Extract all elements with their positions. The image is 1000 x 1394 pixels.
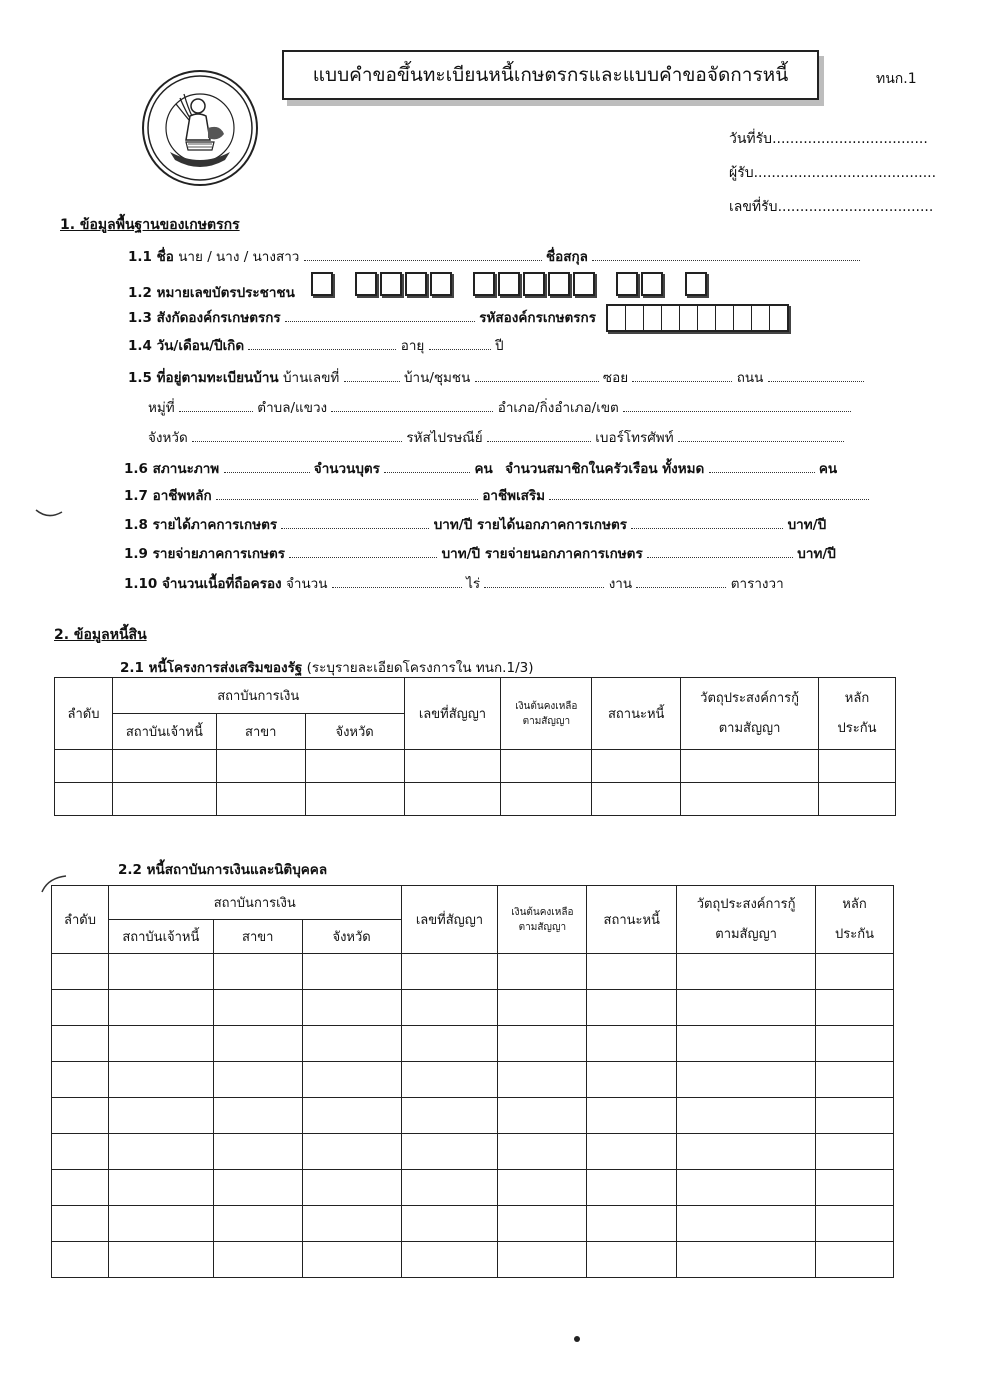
table-cell[interactable] <box>112 783 216 816</box>
field-1-1 <box>128 245 860 267</box>
table-cell[interactable] <box>498 954 587 990</box>
table-cell[interactable] <box>587 990 677 1026</box>
subsection-2-2 <box>118 858 327 880</box>
label-nonfarm-income: บาท/ปี รายได้นอกภาคการเกษตร <box>433 517 628 533</box>
label-1-1-title: นาย / นาง / นางสาว <box>178 249 300 265</box>
table-cell[interactable] <box>302 1206 401 1242</box>
label-2-2: 2.2 หนี้สถาบันการเงินและนิติบุคคล <box>118 862 328 878</box>
col-contract-no: เลขที่สัญญา <box>404 678 501 750</box>
table-row <box>52 1134 894 1170</box>
table-cell[interactable] <box>681 750 819 783</box>
table-cell[interactable] <box>213 1170 302 1206</box>
state-project-debt-table <box>54 677 896 816</box>
label-year: ปี <box>494 338 504 354</box>
table-cell[interactable] <box>816 1242 894 1278</box>
table-cell[interactable] <box>216 783 305 816</box>
col-collateral-line2: ประกัน <box>835 926 874 942</box>
nonfarm-income-input[interactable] <box>631 518 783 529</box>
field-1-8 <box>124 513 826 535</box>
table-cell[interactable] <box>819 750 896 783</box>
table-cell[interactable] <box>498 1206 587 1242</box>
field-1-3 <box>128 304 789 332</box>
label-secondary-occupation: อาชีพเสริม <box>482 488 546 504</box>
table-row <box>52 1098 894 1134</box>
table-cell[interactable] <box>816 1062 894 1098</box>
receiver-field[interactable]: ผู้รับ......................................... <box>729 165 937 181</box>
table-cell[interactable] <box>302 954 401 990</box>
soi-input[interactable] <box>632 371 732 382</box>
table-cell[interactable] <box>819 783 896 816</box>
label-district: อำเภอ/กิ่งอำเภอ/เขต <box>497 400 619 416</box>
label-nonfarm-expense: บาท/ปี รายจ่ายนอกภาคการเกษตร <box>441 546 643 562</box>
table-cell[interactable] <box>302 1062 401 1098</box>
col-creditor: สถาบันเจ้าหนี้ <box>108 920 213 954</box>
table-cell[interactable] <box>677 1026 816 1062</box>
table-cell[interactable] <box>677 1206 816 1242</box>
subdistrict-input[interactable] <box>331 401 493 412</box>
id-group-3[interactable] <box>473 272 598 296</box>
table-cell[interactable] <box>213 990 302 1026</box>
table-cell[interactable] <box>52 1062 109 1098</box>
table-row <box>55 750 896 783</box>
label-age: อายุ <box>400 338 425 354</box>
village-input[interactable] <box>475 371 599 382</box>
label-road: ถนน <box>736 370 764 386</box>
table-cell[interactable] <box>52 1242 109 1278</box>
table-cell[interactable] <box>213 1206 302 1242</box>
table-cell[interactable] <box>677 1134 816 1170</box>
label-province: จังหวัด <box>148 430 188 446</box>
table-row <box>52 1170 894 1206</box>
moo-input[interactable] <box>179 401 253 412</box>
table-row <box>52 1026 894 1062</box>
table-cell[interactable] <box>816 1206 894 1242</box>
label-ngan: งาน <box>608 576 633 592</box>
col-collateral-line1: หลัก <box>844 690 870 706</box>
label-household: จำนวนสมาชิกในครัวเรือน ทั้งหมด <box>505 461 705 477</box>
col-province: จังหวัด <box>302 920 401 954</box>
col-purpose-line2: ตามสัญญา <box>715 926 777 942</box>
col-collateral <box>816 886 894 954</box>
district-input[interactable] <box>623 401 851 412</box>
label-1-9: 1.9 รายจ่ายภาคการเกษตร <box>124 546 285 562</box>
table-cell[interactable] <box>677 1242 816 1278</box>
table-cell[interactable] <box>108 990 213 1026</box>
label-1-8: 1.8 รายได้ภาคการเกษตร <box>124 517 278 533</box>
label-1-4: 1.4 วัน/เดือน/ปีเกิด <box>128 338 245 354</box>
table-cell[interactable] <box>816 990 894 1026</box>
table-cell[interactable] <box>587 1026 677 1062</box>
field-1-5 <box>128 366 864 388</box>
marital-status-input[interactable] <box>224 462 310 473</box>
table-cell[interactable] <box>498 1170 587 1206</box>
col-debt-status: สถานะหนี้ <box>587 886 677 954</box>
scan-mark <box>570 1332 584 1346</box>
table-cell[interactable] <box>677 990 816 1026</box>
field-1-4 <box>128 334 504 356</box>
nonfarm-expense-input[interactable] <box>647 547 793 558</box>
table-cell[interactable] <box>587 1170 677 1206</box>
label-sqwa: ตารางวา <box>730 576 784 592</box>
receipt-number-field[interactable]: เลขที่รับ................................... <box>729 199 934 215</box>
label-postcode: รหัสไปรษณีย์ <box>406 430 483 446</box>
table-cell[interactable] <box>108 1026 213 1062</box>
col-principal-line1: เงินต้นคงเหลือ <box>511 906 574 918</box>
field-1-9 <box>124 542 836 564</box>
section2-heading: 2. ข้อมูลหนี้สิน <box>54 627 147 643</box>
table-cell[interactable] <box>401 1098 498 1134</box>
main-occupation-input[interactable] <box>216 489 478 500</box>
table-cell[interactable] <box>108 1206 213 1242</box>
field-1-5-row2 <box>148 396 851 418</box>
subsection-2-1 <box>120 656 533 678</box>
phone-input[interactable] <box>678 431 844 442</box>
col-purpose <box>677 886 816 954</box>
table-cell[interactable] <box>213 1242 302 1278</box>
table-cell[interactable] <box>498 1098 587 1134</box>
label-household-unit: คน <box>818 461 838 477</box>
table-cell[interactable] <box>816 1170 894 1206</box>
organization-input[interactable] <box>285 311 475 322</box>
label-subdistrict: ตำบล/แขวง <box>257 400 328 416</box>
table-cell[interactable] <box>816 954 894 990</box>
table-row <box>52 1062 894 1098</box>
col-institution: สถาบันการเงิน <box>112 678 404 714</box>
id-group-5[interactable] <box>685 272 710 296</box>
col-purpose-line1: วัตถุประสงค์การกู้ <box>696 896 796 912</box>
farm-income-input[interactable] <box>281 518 429 529</box>
label-moo: หมู่ที่ <box>148 400 175 416</box>
table-cell[interactable] <box>216 750 305 783</box>
table-cell[interactable] <box>404 783 501 816</box>
rai-input[interactable] <box>332 577 462 588</box>
age-input[interactable] <box>429 339 491 350</box>
col-province: จังหวัด <box>305 714 404 750</box>
table-cell[interactable] <box>677 954 816 990</box>
label-house-no: บ้านเลขที่ <box>282 370 340 386</box>
label-children: จำนวนบุตร <box>313 461 380 477</box>
table-row <box>52 1206 894 1242</box>
table-cell[interactable] <box>305 750 404 783</box>
label-2-1-note: (ระบุรายละเอียดโครงการใน ทนก.1/3) <box>306 660 534 676</box>
table-cell[interactable] <box>401 1062 498 1098</box>
label-2-1: 2.1 หนี้โครงการส่งเสริมของรัฐ <box>120 660 303 676</box>
form-code: ทนก.1 <box>876 71 917 87</box>
table-cell[interactable] <box>401 954 498 990</box>
table-cell[interactable] <box>302 1242 401 1278</box>
table-cell[interactable] <box>677 1170 816 1206</box>
table-cell[interactable] <box>587 1134 677 1170</box>
table-cell[interactable] <box>52 1026 109 1062</box>
label-rai: ไร่ <box>466 576 481 592</box>
table-cell[interactable] <box>108 1062 213 1098</box>
table-cell[interactable] <box>108 1170 213 1206</box>
col-institution: สถาบันการเงิน <box>108 886 401 920</box>
table-cell[interactable] <box>401 1170 498 1206</box>
scan-mark <box>34 504 64 524</box>
col-purpose-line1: วัตถุประสงค์การกู้ <box>700 690 800 706</box>
col-branch: สาขา <box>213 920 302 954</box>
first-name-input[interactable] <box>304 250 542 261</box>
table-cell[interactable] <box>401 1206 498 1242</box>
table-cell[interactable] <box>302 1134 401 1170</box>
table-cell[interactable] <box>404 750 501 783</box>
table-cell[interactable] <box>52 1134 109 1170</box>
table-cell[interactable] <box>677 1098 816 1134</box>
province-input[interactable] <box>192 431 402 442</box>
farm-expense-input[interactable] <box>289 547 437 558</box>
table-cell[interactable] <box>108 1242 213 1278</box>
label-soi: ซอย <box>602 370 629 386</box>
table-cell[interactable] <box>52 1098 109 1134</box>
table-cell[interactable] <box>816 1098 894 1134</box>
label-1-1: 1.1 ชื่อ <box>128 249 174 265</box>
agency-seal-logo <box>140 68 260 188</box>
table-cell[interactable] <box>592 783 681 816</box>
table-cell[interactable] <box>401 990 498 1026</box>
field-1-5-row3 <box>148 426 844 448</box>
table-cell[interactable] <box>677 1062 816 1098</box>
col-principal <box>498 886 587 954</box>
table-cell[interactable] <box>213 1026 302 1062</box>
table-cell[interactable] <box>302 1098 401 1134</box>
table-cell[interactable] <box>401 1242 498 1278</box>
table-cell[interactable] <box>213 1098 302 1134</box>
table-cell[interactable] <box>52 954 109 990</box>
table-cell[interactable] <box>587 1098 677 1134</box>
label-surname: ชื่อสกุล <box>545 249 588 265</box>
sqwa-input[interactable] <box>636 577 726 588</box>
table-cell[interactable] <box>302 990 401 1026</box>
col-creditor: สถาบันเจ้าหนี้ <box>112 714 216 750</box>
label-org-code: รหัสองค์กรเกษตรกร <box>479 310 596 326</box>
table-row <box>52 1242 894 1278</box>
table-cell[interactable] <box>816 1134 894 1170</box>
id-group-2[interactable] <box>355 272 455 296</box>
table-row <box>52 954 894 990</box>
field-1-7 <box>124 484 869 506</box>
col-branch: สาขา <box>216 714 305 750</box>
col-collateral-line2: ประกัน <box>837 720 877 736</box>
ngan-input[interactable] <box>484 577 604 588</box>
col-contract-no: เลขที่สัญญา <box>401 886 498 954</box>
table-cell[interactable] <box>501 750 592 783</box>
table-cell[interactable] <box>587 1242 677 1278</box>
table-cell[interactable] <box>498 1026 587 1062</box>
scan-mark <box>38 874 68 896</box>
table-cell[interactable] <box>108 954 213 990</box>
col-debt-status: สถานะหนี้ <box>592 678 681 750</box>
form-title: แบบคำขอขึ้นทะเบียนหนี้เกษตรกรและแบบคำขอจัดการหนี้ <box>282 50 819 100</box>
table-cell[interactable] <box>587 1062 677 1098</box>
label-income-unit: บาท/ปี <box>787 517 827 533</box>
label-amount: จำนวน <box>285 576 328 592</box>
section1-heading: 1. ข้อมูลพื้นฐานของเกษตรกร <box>60 217 240 233</box>
table-cell[interactable] <box>681 783 819 816</box>
table-row <box>52 990 894 1026</box>
label-1-5: 1.5 ที่อยู่ตามทะเบียนบ้าน <box>128 370 279 386</box>
table-cell[interactable] <box>55 750 113 783</box>
table-cell[interactable] <box>587 954 677 990</box>
household-input[interactable] <box>709 462 815 473</box>
field-1-10 <box>124 572 784 594</box>
field-1-6 <box>124 457 837 479</box>
table-cell[interactable] <box>816 1026 894 1062</box>
label-children-unit: คน <box>474 461 493 477</box>
table-cell[interactable] <box>498 990 587 1026</box>
secondary-occupation-input[interactable] <box>549 489 869 500</box>
children-input[interactable] <box>384 462 470 473</box>
label-expense-unit: บาท/ปี <box>797 546 836 562</box>
label-phone: เบอร์โทรศัพท์ <box>595 430 674 446</box>
table-cell[interactable] <box>302 1026 401 1062</box>
house-no-input[interactable] <box>344 371 400 382</box>
col-principal-line2: ตามสัญญา <box>522 715 571 727</box>
road-input[interactable] <box>768 371 864 382</box>
table-cell[interactable] <box>498 1242 587 1278</box>
birthdate-input[interactable] <box>248 339 396 350</box>
label-1-2: 1.2 หมายเลขบัตรประชาชน <box>128 285 295 301</box>
table-cell[interactable] <box>501 783 592 816</box>
table-cell[interactable] <box>498 1134 587 1170</box>
col-collateral <box>819 678 896 750</box>
table-cell[interactable] <box>55 783 113 816</box>
surname-input[interactable] <box>592 250 860 261</box>
org-code-boxes[interactable] <box>606 304 789 332</box>
id-group-1[interactable] <box>311 272 336 296</box>
table-cell[interactable] <box>213 1134 302 1170</box>
col-principal <box>501 678 592 750</box>
table-cell[interactable] <box>52 1170 109 1206</box>
col-purpose <box>681 678 819 750</box>
id-group-4[interactable] <box>616 272 666 296</box>
table-cell[interactable] <box>401 1026 498 1062</box>
col-order: ลำดับ <box>55 678 113 750</box>
table-cell[interactable] <box>52 1206 109 1242</box>
field-1-2 <box>128 272 724 303</box>
table-cell[interactable] <box>213 954 302 990</box>
label-1-10: 1.10 จำนวนเนื้อที่ถือครอง <box>124 576 282 592</box>
table-cell[interactable] <box>213 1062 302 1098</box>
table-cell[interactable] <box>112 750 216 783</box>
col-order: ลำดับ <box>52 886 109 954</box>
table-cell[interactable] <box>587 1206 677 1242</box>
table-cell[interactable] <box>108 1134 213 1170</box>
table-cell[interactable] <box>52 990 109 1026</box>
table-cell[interactable] <box>401 1134 498 1170</box>
label-1-6: 1.6 สภานะภาพ <box>124 461 220 477</box>
label-1-3: 1.3 สังกัดองค์กรเกษตรกร <box>128 310 281 326</box>
table-cell[interactable] <box>302 1170 401 1206</box>
label-village: บ้าน/ชุมชน <box>403 370 471 386</box>
table-row <box>55 783 896 816</box>
table-cell[interactable] <box>108 1098 213 1134</box>
table-cell[interactable] <box>305 783 404 816</box>
col-collateral-line1: หลัก <box>842 896 867 912</box>
col-principal-line1: เงินต้นคงเหลือ <box>515 700 578 712</box>
received-date-field[interactable]: วันที่รับ................................... <box>729 131 928 147</box>
label-1-7: 1.7 อาชีพหลัก <box>124 488 212 504</box>
institution-debt-table <box>51 885 894 1278</box>
col-purpose-line2: ตามสัญญา <box>718 720 781 736</box>
table-cell[interactable] <box>592 750 681 783</box>
postcode-input[interactable] <box>487 431 591 442</box>
col-principal-line2: ตามสัญญา <box>518 921 567 933</box>
table-cell[interactable] <box>498 1062 587 1098</box>
